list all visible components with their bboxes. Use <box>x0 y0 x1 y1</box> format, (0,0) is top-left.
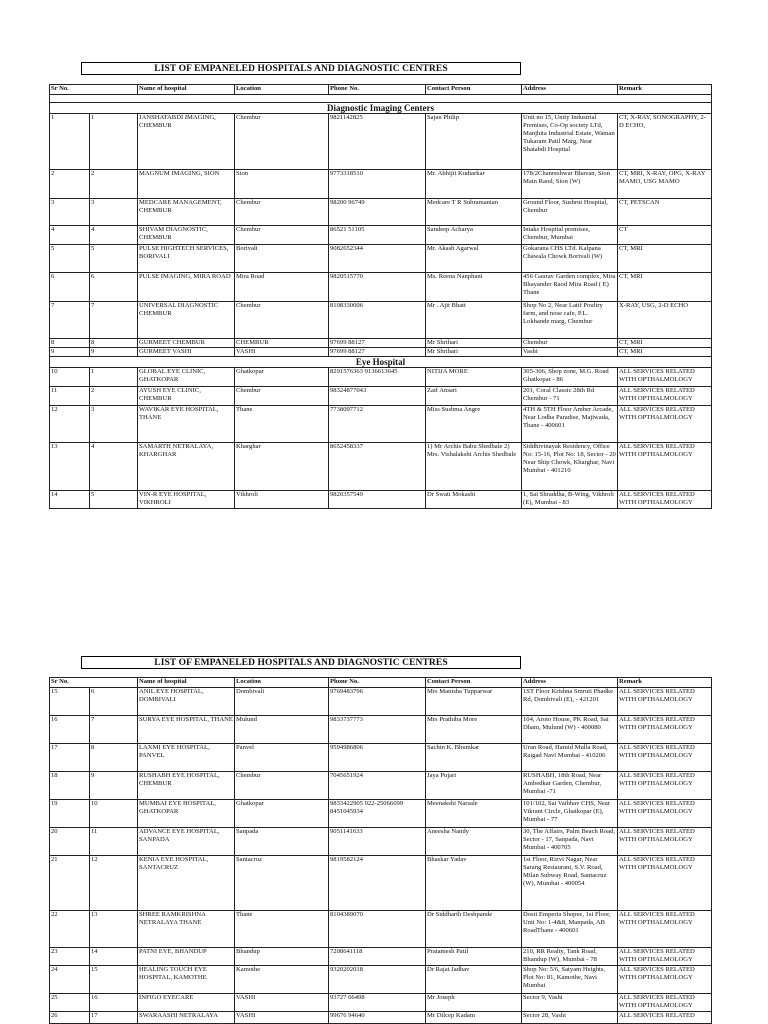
table-row <box>50 273 712 302</box>
table-row <box>50 911 712 948</box>
sub-no-cell: 5 <box>90 245 138 273</box>
phone-cell: 9819582124 <box>329 856 426 911</box>
phone-cell: 98200 96749 <box>329 199 426 226</box>
sr-no-cell: 13 <box>50 443 90 491</box>
contact-person-cell: Mr Joseph <box>426 994 522 1012</box>
sub-no-cell: 4 <box>90 443 138 491</box>
location-cell: Sion <box>235 170 329 199</box>
phone-cell: 9051141633 <box>329 828 426 856</box>
sr-no-cell: 26 <box>50 1012 90 1024</box>
table-row <box>50 1012 712 1024</box>
location-cell: Mulund <box>235 716 329 744</box>
table-row <box>50 170 712 199</box>
table-row <box>50 302 712 339</box>
sr-no-cell: 15 <box>50 688 90 716</box>
address-cell: RUSHABH, 18th Road, Near Ambedkar Garden, Chembur, Mumbai -71 <box>522 772 618 800</box>
column-header-name-of-hospital: Name of hospital <box>138 85 235 95</box>
hospital-name-cell: GURMEET CHEMBUR <box>138 339 235 348</box>
remark-cell: ALL SERVICES RELATED WITH OPTHALMOLOGY <box>618 828 712 856</box>
phone-cell: 98324877043 <box>329 387 426 406</box>
remark-cell: ALL SERVICES RELATED WITH OPTHALMOLOGY <box>618 491 712 509</box>
column-header-contact-person: Contact Person <box>426 678 522 688</box>
phone-cell: 9833737773 <box>329 716 426 744</box>
location-cell: Bhandup <box>235 948 329 966</box>
address-cell: 201, Coral Classic 28th Rd Chembur - 71 <box>522 387 618 406</box>
sub-no-cell: 8 <box>90 744 138 772</box>
remark-cell: ALL SERVICES RELATED WITH OPTHALMOLOGY <box>618 772 712 800</box>
sub-no-cell: 9 <box>90 772 138 800</box>
hospital-name-cell: MAGNUM IMAGING, SION <box>138 170 235 199</box>
phone-cell: 97699 88127 <box>329 339 426 348</box>
phone-cell: 86521 51105 <box>329 226 426 245</box>
remark-cell: CT <box>618 226 712 245</box>
contact-person-cell: 1) Mr Archis Babu Shedbale 2) Mrs. Vishalakshi Archis Shedbale <box>426 443 522 491</box>
address-cell: 305-306, Shop zone, M.G. Road Ghatkopar - 86 <box>522 368 618 387</box>
column-header-sr-no: Sr No. <box>50 85 138 95</box>
remark-cell: ALL SERVICES RELATED WITH OPTHALMOLOGY <box>618 406 712 443</box>
table-row <box>50 856 712 911</box>
phone-cell: 8652458337 <box>329 443 426 491</box>
sub-no-cell: 15 <box>90 966 138 994</box>
location-cell: Thane <box>235 406 329 443</box>
location-cell: Sanpada <box>235 828 329 856</box>
table-row <box>50 716 712 744</box>
sub-no-cell: 14 <box>90 948 138 966</box>
spacer-row <box>50 95 712 103</box>
remark-cell: ALL SERVICES RELATED WITH OPTHALMOLOGY <box>618 800 712 828</box>
phone-cell: 9833422905 022-25066699 8451045934 <box>329 800 426 828</box>
column-header-address: Address <box>522 85 618 95</box>
hospital-name-cell: SURYA EYE HOSPITAL, THANE <box>138 716 235 744</box>
phone-cell: 9773318510 <box>329 170 426 199</box>
remark-cell: ALL SERVICES RELATED WITH OPTHALMOLOGY <box>618 744 712 772</box>
contact-person-cell: Dr Siddharth Deshpande <box>426 911 522 948</box>
table-row <box>50 491 712 509</box>
address-cell: Vashi <box>522 348 618 357</box>
hospital-name-cell: GURMEET VASHI <box>138 348 235 357</box>
remark-cell: CT, MRI <box>618 273 712 302</box>
sub-no-cell: 3 <box>90 406 138 443</box>
table-row <box>50 800 712 828</box>
contact-person-cell: Dr Swati Mokashi <box>426 491 522 509</box>
hospital-name-cell: MEDCARE MANAGEMENT, CHEMBUR <box>138 199 235 226</box>
sub-no-cell: 17 <box>90 1012 138 1024</box>
contact-person-cell: Pratamesh Patil <box>426 948 522 966</box>
address-cell: Chembur <box>522 339 618 348</box>
hospital-table-1 <box>49 84 712 509</box>
sr-no-cell: 25 <box>50 994 90 1012</box>
hospital-name-cell: AYUSH EYE CLINIC, CHEMBUR <box>138 387 235 406</box>
section-heading-row <box>50 103 712 114</box>
address-cell: 178/2Chanreshwar Bhavan, Sion Main Raod, Sion (W) <box>522 170 618 199</box>
contact-person-cell: NITIJA MORE <box>426 368 522 387</box>
sr-no-cell: 24 <box>50 966 90 994</box>
sr-no-cell: 22 <box>50 911 90 948</box>
table-row <box>50 245 712 273</box>
address-cell: 30, The Affairs, Palm Beach Road, Sector - 17, Sanpada, Navi Mumbai - 400705 <box>522 828 618 856</box>
remark-cell: CT, X-RAY, SONOGRAPHY, 2-D ECHO, <box>618 114 712 170</box>
table-row <box>50 368 712 387</box>
contact-person-cell: Sajan Philip <box>426 114 522 170</box>
table-row <box>50 828 712 856</box>
hospital-name-cell: KENIA EYE HOSPITAL, SANTACRUZ <box>138 856 235 911</box>
column-header-contact-person: Contact Person <box>426 85 522 95</box>
table-row <box>50 966 712 994</box>
address-cell: 210, RR Realty, Tank Road, Bhandup (W), Mumbai - 78 <box>522 948 618 966</box>
location-cell: Santacruz <box>235 856 329 911</box>
phone-cell: 8104389070 <box>329 911 426 948</box>
sub-no-cell: 3 <box>90 199 138 226</box>
hospital-name-cell: ADVANCE EYE HOSPITAL, SANPADA <box>138 828 235 856</box>
sr-no-cell: 19 <box>50 800 90 828</box>
address-cell: 1, Sai Shraddha, B-Wing, Vikhroli (E), Mumbai - 83 <box>522 491 618 509</box>
address-cell: 4TH & 5TH Floor Amber Arcade, Near Lodha Paradise, Majiwada, Thane - 400601 <box>522 406 618 443</box>
location-cell: Thane <box>235 911 329 948</box>
hospital-name-cell: SWARAASHI NETRALAYA <box>138 1012 235 1024</box>
address-cell: Siddhivinayak Residency, Office No: 15-16, Plot No: 18, Sector - 20 Near Ship Chowk, Kharghar, Navi Mumbai - 401210 <box>522 443 618 491</box>
sr-no-cell: 21 <box>50 856 90 911</box>
location-cell: Ghatkopar <box>235 800 329 828</box>
phone-cell: 8291576363 9136613645 <box>329 368 426 387</box>
hospital-name-cell: MUMBAI EYE HOSPITAL, GHATKOPAR <box>138 800 235 828</box>
hospital-name-cell: ANIL EYE HOSPITAL, DOMBIVALI <box>138 688 235 716</box>
column-header-location: Location <box>235 85 329 95</box>
section-heading-row <box>50 357 712 368</box>
address-cell: 456 Gaurav Garden complex, Mira Bhayander Raod Mira Road ( E) Thane <box>522 273 618 302</box>
phone-cell: 9082652344 <box>329 245 426 273</box>
sub-no-cell: 5 <box>90 491 138 509</box>
sub-no-cell: 11 <box>90 828 138 856</box>
sr-no-cell: 14 <box>50 491 90 509</box>
location-cell: VASHI <box>235 1012 329 1024</box>
section-heading: Diagnostic Imaging Centers <box>50 103 712 114</box>
location-cell: Vikhroli <box>235 491 329 509</box>
address-cell: Dosti Emperia Shopee, 1st Floor, Unit No: 1-4&8, Manpada, AB RoadThane - 400601 <box>522 911 618 948</box>
hospital-name-cell: PATNI EYE, BHANDUP <box>138 948 235 966</box>
sr-no-cell: 2 <box>50 170 90 199</box>
page-title-1: LIST OF EMPANELED HOSPITALS AND DIAGNOSTIC CENTRES <box>81 62 521 75</box>
location-cell: Ghatkopar <box>235 368 329 387</box>
sr-no-cell: 6 <box>50 273 90 302</box>
phone-cell: 99676 94640 <box>329 1012 426 1024</box>
sr-no-cell: 20 <box>50 828 90 856</box>
contact-person-cell: Mr Dilcep Kadam <box>426 1012 522 1024</box>
address-cell: Sector 28, Vashi <box>522 1012 618 1024</box>
sr-no-cell: 23 <box>50 948 90 966</box>
sr-no-cell: 3 <box>50 199 90 226</box>
table-row <box>50 948 712 966</box>
header-row <box>50 85 712 95</box>
remark-cell: ALL SERVICES RELATED WITH OPTHALMOLOGY <box>618 856 712 911</box>
hospital-name-cell: WAVIKAR EYE HOSPITAL, THANE <box>138 406 235 443</box>
sub-no-cell: 7 <box>90 716 138 744</box>
address-cell: Sector 9, Vashi <box>522 994 618 1012</box>
sub-no-cell: 10 <box>90 800 138 828</box>
column-header-sr-no: Sr No. <box>50 678 138 688</box>
address-cell: 1st Floor, Rizvi Nagar, Near Sarang Restaurant, S.V. Road, Milan Subway Road, Santacruz (W), Mumbai - 400054 <box>522 856 618 911</box>
location-cell: VASHI <box>235 994 329 1012</box>
table-row <box>50 772 712 800</box>
location-cell: Chembur <box>235 772 329 800</box>
sub-no-cell: 12 <box>90 856 138 911</box>
remark-cell: ALL SERVICES RELATED WITH OPTHALMOLOGY <box>618 688 712 716</box>
contact-person-cell: Mr . Ajit Bhatt <box>426 302 522 339</box>
column-header-phone-no: Phone No. <box>329 85 426 95</box>
hospital-name-cell: PULSE IMAGING, MIRA ROAD <box>138 273 235 302</box>
table-row <box>50 744 712 772</box>
location-cell: Chembur <box>235 199 329 226</box>
location-cell: Dombivali <box>235 688 329 716</box>
hospital-name-cell: JANSHATABDI IMAGING, CHEMBUR <box>138 114 235 170</box>
table-row <box>50 199 712 226</box>
remark-cell: CT, MRI <box>618 245 712 273</box>
hospital-name-cell: VIN-R EYE HOSPITAL, VIKHROLI <box>138 491 235 509</box>
contact-person-cell: Mr. Akash Agarwal <box>426 245 522 273</box>
hospital-table-2 <box>49 677 712 1024</box>
phone-cell: 97699 88127 <box>329 348 426 357</box>
table-row <box>50 387 712 406</box>
sub-no-cell: 2 <box>90 387 138 406</box>
address-cell: Unit no 15, Unity Industrial Premises, Co-Op society LTd, Manjhita Industrial Estate, Waman Tukaram Patil Marg, Near Shatabdi Hospital <box>522 114 618 170</box>
address-cell: Shop No 2, Near Latif Poultry farm, and nose cafe, P.L. Lokhande marg, Chembur <box>522 302 618 339</box>
sub-no-cell: 1 <box>90 368 138 387</box>
table-row <box>50 406 712 443</box>
phone-cell: 9821142825 <box>329 114 426 170</box>
table-row <box>50 226 712 245</box>
location-cell: Kamothe <box>235 966 329 994</box>
sub-no-cell: 8 <box>90 339 138 348</box>
remark-cell: ALL SERVICES RELATED <box>618 1012 712 1024</box>
sr-no-cell: 8 <box>50 339 90 348</box>
phone-cell: 9769483796 <box>329 688 426 716</box>
remark-cell: ALL SERVICES RELATED WITH OPTHALMOLOGY <box>618 966 712 994</box>
address-cell: Ground Floor, Sushrut Hospital, Chembur <box>522 199 618 226</box>
sub-no-cell: 16 <box>90 994 138 1012</box>
sr-no-cell: 7 <box>50 302 90 339</box>
hospital-name-cell: INFIGO EYECARE <box>138 994 235 1012</box>
remark-cell: ALL SERVICES RELATED WITH OPTHALMOLOGY <box>618 948 712 966</box>
column-header-remark: Remark <box>618 85 712 95</box>
table-row <box>50 688 712 716</box>
sr-no-cell: 1 <box>50 114 90 170</box>
contact-person-cell: Aneesha Nandy <box>426 828 522 856</box>
remark-cell: ALL SERVICES RELATED WITH OPTHALMOLOGY <box>618 368 712 387</box>
phone-cell: 7208641118 <box>329 948 426 966</box>
location-cell: Panvel <box>235 744 329 772</box>
phone-cell: 9320202018 <box>329 966 426 994</box>
sub-no-cell: 1 <box>90 114 138 170</box>
contact-person-cell: Zaif Ansari <box>426 387 522 406</box>
table-row <box>50 339 712 348</box>
contact-person-cell: Mr. Abhijit Kudtarkar <box>426 170 522 199</box>
location-cell: CHEMBUR <box>235 339 329 348</box>
sub-no-cell: 2 <box>90 170 138 199</box>
remark-cell: CT, MRI <box>618 348 712 357</box>
table-row <box>50 348 712 357</box>
remark-cell: ALL SERVICES RELATED WITH OPTHALMOLOGY <box>618 387 712 406</box>
contact-person-cell: Sandeep Acharya <box>426 226 522 245</box>
contact-person-cell: Bhaskar Yadav <box>426 856 522 911</box>
contact-person-cell: Mr Shrihari <box>426 339 522 348</box>
phone-cell: 7738097712 <box>329 406 426 443</box>
contact-person-cell: Mrs Prathiba More <box>426 716 522 744</box>
contact-person-cell: Medcare T R Subramanian <box>426 199 522 226</box>
address-cell: 104, Aroto House, PK Road, Sai Dham, Mulund (W) - 400080 <box>522 716 618 744</box>
hospital-name-cell: HEALING TOUCH EYE HOSPITAL, KAMOTHE <box>138 966 235 994</box>
header-row <box>50 678 712 688</box>
column-header-location: Location <box>235 678 329 688</box>
remark-cell: ALL SERVICES RELATED WITH OPTHALMOLOGY <box>618 911 712 948</box>
contact-person-cell: Meenakshi Narsale <box>426 800 522 828</box>
page-title-2: LIST OF EMPANELED HOSPITALS AND DIAGNOSTIC CENTRES <box>81 656 521 669</box>
sr-no-cell: 10 <box>50 368 90 387</box>
remark-cell: CT, PETSCAN <box>618 199 712 226</box>
address-cell: Intaks Hospital premises, Chembur, Mumbai <box>522 226 618 245</box>
phone-cell: 8108330006 <box>329 302 426 339</box>
column-header-address: Address <box>522 678 618 688</box>
contact-person-cell: Miss Sushma Angre <box>426 406 522 443</box>
location-cell: VASHI <box>235 348 329 357</box>
column-header-name-of-hospital: Name of hospital <box>138 678 235 688</box>
hospital-name-cell: LAXMI EYE HOSPITAL, PANVEL <box>138 744 235 772</box>
contact-person-cell: Sachin K. Bhumkar <box>426 744 522 772</box>
hospital-name-cell: SHIVAM DIAGNOSTIC, CHEMBUR <box>138 226 235 245</box>
sr-no-cell: 16 <box>50 716 90 744</box>
hospital-name-cell: UNIVERSAL DIAGNOSTIC CHEMBUR <box>138 302 235 339</box>
hospital-name-cell: GLOBAL EYE CLINIC, GHATKOPAR <box>138 368 235 387</box>
hospital-name-cell: SHREE RAMKRISHNA NETRALAYA THANE <box>138 911 235 948</box>
sub-no-cell: 13 <box>90 911 138 948</box>
remark-cell: X-RAY, USG, 2-D ECHO <box>618 302 712 339</box>
sr-no-cell: 12 <box>50 406 90 443</box>
address-cell: 1ST Floor Krishna Smruti Phadke Rd, Dombivali (E), - 421201 <box>522 688 618 716</box>
sr-no-cell: 18 <box>50 772 90 800</box>
section-heading: Eye Hospital <box>50 357 712 368</box>
location-cell: Mira Road <box>235 273 329 302</box>
contact-person-cell: Dr Rajat Jadhav <box>426 966 522 994</box>
sr-no-cell: 11 <box>50 387 90 406</box>
contact-person-cell: Jaya Pujari <box>426 772 522 800</box>
remark-cell: ALL SERVICES RELATED WITH OPTHALMOLOGY <box>618 994 712 1012</box>
hospital-name-cell: RUSHABH EYE HOSPITAL, CHEMBUR <box>138 772 235 800</box>
sub-no-cell: 6 <box>90 273 138 302</box>
table-row <box>50 994 712 1012</box>
address-cell: Uran Road, Hamid Mulla Road, Raigad Navi Mumbai - 410206 <box>522 744 618 772</box>
remark-cell: CT, MRI, X-RAY, OPG, X-RAY MAMO, USG MAMO <box>618 170 712 199</box>
location-cell: Chembur <box>235 114 329 170</box>
remark-cell: ALL SERVICES RELATED WITH OPTHALMOLOGY <box>618 716 712 744</box>
sub-no-cell: 9 <box>90 348 138 357</box>
location-cell: Chembur <box>235 302 329 339</box>
phone-cell: 93727 66498 <box>329 994 426 1012</box>
table-row <box>50 443 712 491</box>
remark-cell: CT, MRI <box>618 339 712 348</box>
table-row <box>50 114 712 170</box>
hospital-name-cell: PULSE HIGHTECH SERVICES, BORIVALI <box>138 245 235 273</box>
location-cell: Borivali <box>235 245 329 273</box>
phone-cell: 9594986806 <box>329 744 426 772</box>
sr-no-cell: 17 <box>50 744 90 772</box>
contact-person-cell: Mrs Manisha Tupparwar <box>426 688 522 716</box>
remark-cell: ALL SERVICES RELATED WITH OPTHALMOLOGY <box>618 443 712 491</box>
sub-no-cell: 6 <box>90 688 138 716</box>
sub-no-cell: 7 <box>90 302 138 339</box>
sr-no-cell: 4 <box>50 226 90 245</box>
phone-cell: 9820515770 <box>329 273 426 302</box>
column-header-remark: Remark <box>618 678 712 688</box>
sub-no-cell: 4 <box>90 226 138 245</box>
sr-no-cell: 9 <box>50 348 90 357</box>
hospital-name-cell: SAMARTH NETRALAYA, KHARGHAR <box>138 443 235 491</box>
sr-no-cell: 5 <box>50 245 90 273</box>
phone-cell: 9820357549 <box>329 491 426 509</box>
address-cell: 101/102, Sai Vaibhav CHS, Near Vikrant Circle, Ghatkopar (E), Mumbai - 77 <box>522 800 618 828</box>
location-cell: Kharghar <box>235 443 329 491</box>
address-cell: Shop No: 5/6, Satyam Heights, Plot No: 81, Kamothe, Navi Mumbai <box>522 966 618 994</box>
location-cell: Chembur <box>235 226 329 245</box>
contact-person-cell: Mr Shrihari <box>426 348 522 357</box>
location-cell: Chembur <box>235 387 329 406</box>
address-cell: Gokarana CHS LTd. Kalpana Chawala Chowk Borivali (W) <box>522 245 618 273</box>
contact-person-cell: Ms. Reena Nanphani <box>426 273 522 302</box>
column-header-phone-no: Phone No. <box>329 678 426 688</box>
phone-cell: 7045651924 <box>329 772 426 800</box>
